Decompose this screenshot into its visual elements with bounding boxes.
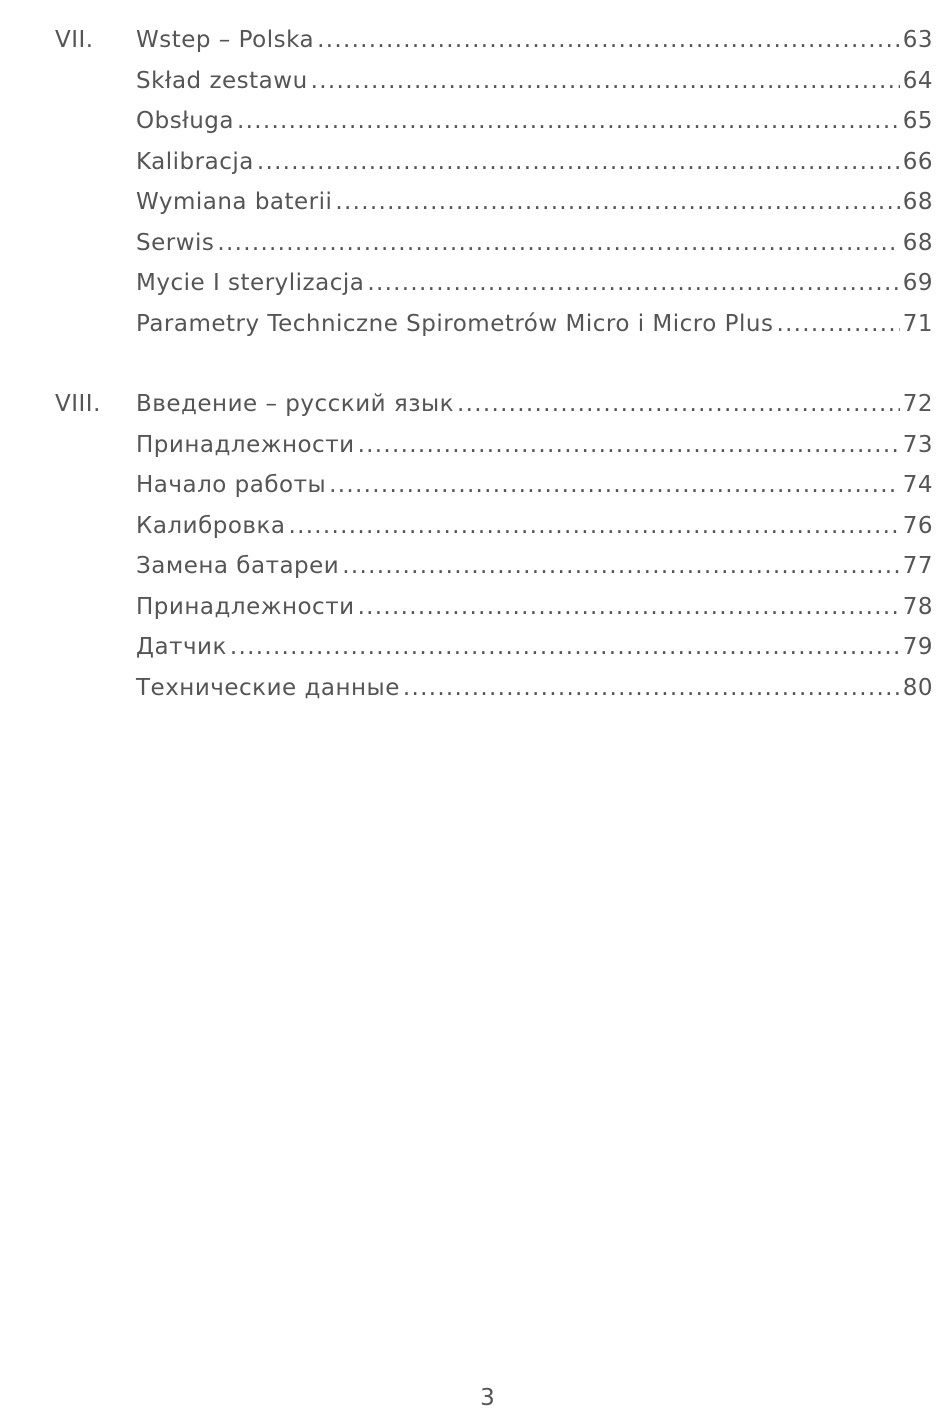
toc-entry-page: 77 bbox=[902, 553, 933, 579]
toc-entry-page: 65 bbox=[902, 108, 933, 134]
toc-entry-page: 74 bbox=[902, 472, 933, 498]
toc-entry-title: Skład zestawu bbox=[136, 67, 308, 94]
page-number: 3 bbox=[480, 1385, 495, 1411]
toc-entry-title: Принадлежности bbox=[136, 593, 355, 620]
dot-leader bbox=[311, 61, 900, 101]
toc-entry-page: 69 bbox=[902, 270, 933, 296]
toc-entry[interactable] bbox=[136, 263, 933, 303]
dot-leader bbox=[217, 223, 899, 263]
dot-leader bbox=[288, 506, 899, 546]
toc-entry-title: Obsługa bbox=[136, 108, 234, 134]
toc-entry-page: 72 bbox=[902, 391, 933, 417]
toc-entry-title: Parametry Techniczne Spirometrów Micro i Micro Plus bbox=[136, 310, 774, 337]
toc-entry-title: Wstep – Polska bbox=[136, 27, 315, 53]
toc-entry-title: Датчик bbox=[136, 634, 227, 660]
toc-entry[interactable] bbox=[136, 546, 933, 586]
toc-entry-title: Введение – русский язык bbox=[136, 391, 455, 417]
toc-entry-title: Wymiana baterii bbox=[136, 189, 333, 215]
toc-entry[interactable] bbox=[136, 182, 933, 222]
toc-entry[interactable] bbox=[136, 101, 933, 141]
dot-leader bbox=[257, 142, 900, 182]
dot-leader bbox=[335, 182, 899, 222]
toc-entry-page: 78 bbox=[902, 593, 933, 620]
toc-entry-title: Калибровка bbox=[136, 512, 286, 539]
toc-entry-title: Технические данные bbox=[136, 674, 400, 701]
toc-entry-page: 79 bbox=[902, 634, 933, 660]
dot-leader bbox=[342, 546, 899, 586]
toc-entry[interactable] bbox=[136, 142, 933, 182]
dot-leader bbox=[358, 425, 900, 465]
toc-entry-title: Mycie I sterylizacja bbox=[136, 270, 365, 296]
dot-leader bbox=[776, 304, 899, 344]
toc-entry[interactable] bbox=[136, 668, 933, 708]
dot-leader bbox=[230, 627, 900, 667]
toc-entry[interactable] bbox=[136, 587, 933, 627]
toc-entry-title: Начало работы bbox=[136, 472, 327, 498]
toc-entry[interactable] bbox=[136, 384, 933, 424]
dot-leader bbox=[403, 668, 900, 708]
toc-entry[interactable] bbox=[136, 506, 933, 546]
toc-entry-page: 73 bbox=[902, 431, 933, 458]
dot-leader bbox=[457, 384, 900, 424]
dot-leader bbox=[237, 101, 900, 141]
toc-entry-title: Принадлежности bbox=[136, 431, 355, 458]
toc-entry[interactable] bbox=[136, 304, 933, 344]
toc-entry-page: 68 bbox=[902, 189, 933, 215]
section-number: VIII. bbox=[55, 391, 101, 417]
toc-entry-page: 64 bbox=[902, 67, 933, 94]
dot-leader bbox=[358, 587, 900, 627]
toc-entry[interactable] bbox=[136, 20, 933, 60]
toc-entry-title: Замена батареи bbox=[136, 553, 340, 579]
toc-entry[interactable] bbox=[136, 61, 933, 101]
toc-entry-title: Serwis bbox=[136, 229, 215, 256]
section-number: VII. bbox=[55, 27, 94, 53]
toc-entry-page: 71 bbox=[902, 310, 933, 337]
toc-entry-page: 63 bbox=[902, 27, 933, 53]
toc-entry[interactable] bbox=[136, 223, 933, 263]
toc-entry-title: Kalibracja bbox=[136, 148, 254, 175]
toc-entry-page: 80 bbox=[902, 674, 933, 701]
dot-leader bbox=[367, 263, 899, 303]
dot-leader bbox=[317, 20, 900, 60]
toc-entry-page: 66 bbox=[902, 148, 933, 175]
toc-entry[interactable] bbox=[136, 465, 933, 505]
dot-leader bbox=[329, 465, 900, 505]
toc-entry-page: 76 bbox=[902, 512, 933, 539]
toc-entry-page: 68 bbox=[902, 229, 933, 256]
toc-entry[interactable] bbox=[136, 627, 933, 667]
toc-entry[interactable] bbox=[136, 425, 933, 465]
